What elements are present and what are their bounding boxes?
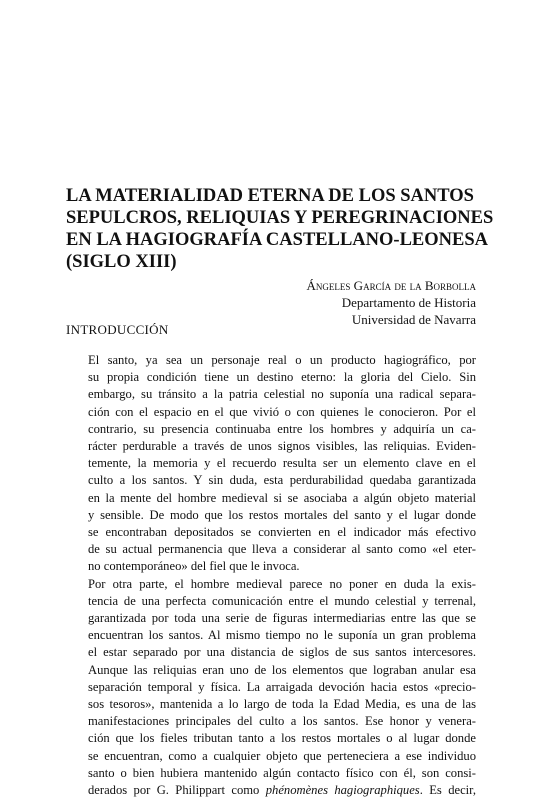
text-line-mixed xyxy=(66,782,476,799)
author-block xyxy=(307,277,476,328)
text-line: se encontraban depositados se convierten en el indicador más efectivo xyxy=(88,525,476,540)
text-line: no contemporáneo» del fiel que le invoca. xyxy=(88,559,300,574)
author-department: Departamento de Historia xyxy=(341,295,476,310)
text-line: embargo, su tránsito a la patria celestial no suponía una radical separa- xyxy=(88,387,476,402)
text-line: garantizada por toda una serie de figuras intermediarias entre las que se xyxy=(88,611,476,626)
text-line: ción que los fieles tributan tanto a los restos mortales o al lugar donde xyxy=(88,731,476,746)
text-fragment: derados por G. Philippart como xyxy=(88,783,266,798)
text-line: encuentran los santos. Al mismo tiempo no le suponía un gran problema xyxy=(88,628,476,643)
text-line: santo o bien hubiera mantenido algún contacto físico con él, son consi- xyxy=(88,765,476,780)
body-text xyxy=(66,352,476,799)
text-fragment: . Es decir, xyxy=(419,783,477,798)
text-line: el estar separado por una distancia de siglos de sus santos intercesores. xyxy=(88,645,476,660)
text-line: sos tesoros», mantenida a lo largo de toda la Edad Media, es una de las xyxy=(88,697,476,712)
text-line: El santo, ya sea un personaje real o un producto hagiográfico, por xyxy=(88,353,476,367)
text-line: temente, la memoria y el recuerdo resulta ser un elemento clave en el xyxy=(88,456,476,471)
title-line: LA MATERIALIDAD ETERNA DE LOS SANTOS xyxy=(66,186,474,206)
text-line: ción con el espacio en el que vivió o con quienes le conocieron. Por el xyxy=(88,404,476,419)
text-line: y sensible. De modo que los restos mortales del santo y el lugar donde xyxy=(88,507,476,522)
text-line: tencia de una perfecta comunicación entre el mundo celestial y terrenal, xyxy=(88,593,476,608)
text-line: Por otra parte, el hombre medieval parece no poner en duda la exis- xyxy=(88,576,476,591)
title-line: SEPULCROS, RELIQUIAS Y PEREGRINACIONES xyxy=(66,208,494,228)
author-name: Ángeles García de la Borbolla xyxy=(306,278,476,293)
text-line: de su actual permanencia que lleva a considerar al santo como «el eter- xyxy=(88,542,476,557)
text-line: separación temporal y física. La arraigada devoción hacia estos «precio- xyxy=(88,679,476,694)
section-heading: INTRODUCCIÓN xyxy=(66,322,169,337)
paragraph-1 xyxy=(66,352,476,576)
paragraph-2 xyxy=(66,576,476,800)
italic-term: phénomènes hagiographiques xyxy=(265,783,420,798)
text-line: contrario, su presencia continuaba entre los hombres y adquiría un ca- xyxy=(88,421,476,436)
title-line: EN LA HAGIOGRAFÍA CASTELLANO-LEONESA xyxy=(66,230,488,250)
text-line: en la mente del hombre medieval si se asociaba a algún objeto material xyxy=(88,490,476,505)
article-title xyxy=(66,185,494,273)
title-line: (SIGLO XIII) xyxy=(66,252,177,272)
text-line: manifestaciones principales del culto a los santos. Ese honor y venera- xyxy=(88,714,476,729)
text-line: culto a los santos. Y sin duda, esta perdurabilidad quedaba garantizada xyxy=(88,473,476,488)
text-line: se encuentran, como a cualquier objeto que perteneciera a ese individuo xyxy=(88,748,476,763)
text-line: Aunque las reliquias eran uno de los elementos que lograban anular esa xyxy=(88,662,476,677)
author-university: Universidad de Navarra xyxy=(351,312,476,327)
text-line: rácter perdurable a través de unos signos visibles, las reliquias. Eviden- xyxy=(88,439,476,454)
text-line: su propia condición tiene un destino eterno: la gloria del Cielo. Sin xyxy=(88,370,476,385)
